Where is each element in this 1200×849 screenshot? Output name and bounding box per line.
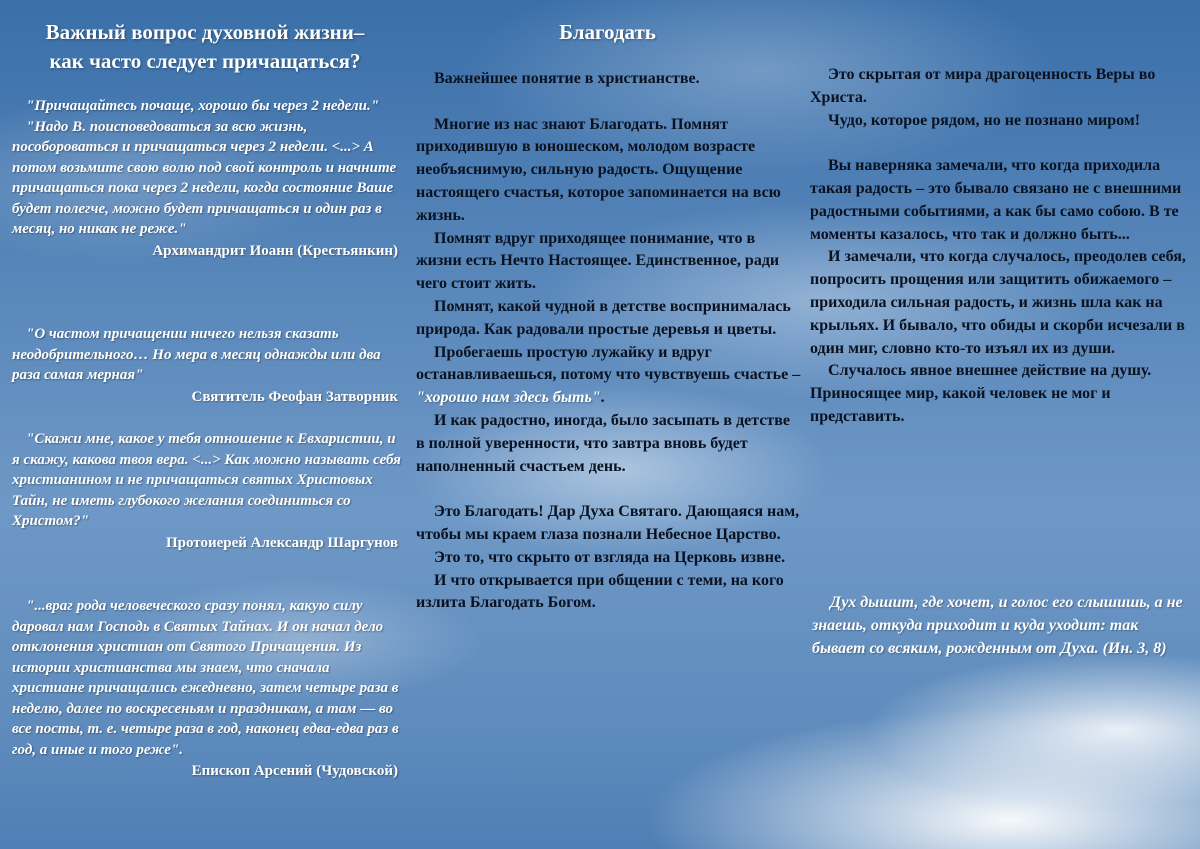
quote-text: "Причащайтесь почаще, хорошо бы через 2 недели." <box>26 98 380 114</box>
quote-krestyankin <box>12 96 404 261</box>
middle-body <box>416 68 801 615</box>
quote-text: "Скажи мне, какое у тебя отношение к Евхаристии, и я скажу, какова твоя вера. <...> Как можно называть себя христианином и не причащаться святых Христовых Тайн, не иметь глубокого желания соединиться со Христом?" <box>12 431 401 529</box>
middle-paragraph <box>416 342 801 410</box>
middle-title: Благодать <box>559 20 656 44</box>
quote-text: "О частом причащении ничего нельзя сказать неодобрительного… Но мера в месяц однажды или два раза самая мерная" <box>12 326 381 383</box>
right-paragraph: Вы наверняка замечали, что когда приходила такая радость – это бывало связано не с внешними радостными событиями, а как бы само собою. В те моменты казалось, что так и должно быть... <box>810 157 1182 243</box>
quote-arseniy <box>12 596 404 782</box>
middle-paragraph: Помнят вдруг приходящее понимание, что в жизни есть Нечто Настоящее. Единственное, ради чего стоит жить. <box>416 229 780 293</box>
middle-paragraph-text: Пробегаешь простую лужайку и вдруг останавливаешься, потому что чувствуешь счастье – <box>416 343 801 384</box>
quote-author: Епископ Арсений (Чудовской) <box>191 763 398 779</box>
right-body <box>810 64 1195 429</box>
middle-paragraph: И что открывается при общении с теми, на кого излита Благодать Богом. <box>416 571 784 612</box>
middle-paragraph: Многие из нас знают Благодать. Помнят приходившую в юношеском, молодом возрасте необъяснимую, сильную радость. Ощущение настоящего счастья, которое запоминается на всю жизнь. <box>416 115 781 224</box>
quote-text: "...враг рода человеческого сразу понял, какую силу даровал нам Господь в Святых Тайнах. И он начал дело отклонения христиан от Святого Причащения. Из истории христианства мы знаем, что сначала христиане причащались ежедневно, затем четыре раза в неделю, далее по воскресеньям и праздникам, а там — во все посты, т. е. четыре раза в год, наконец едва-едва раз в год, а иные и того реже". <box>12 598 399 758</box>
right-paragraph: Чудо, которое рядом, но не познано миром! <box>828 111 1141 129</box>
quote-feofan <box>12 324 404 407</box>
middle-paragraph: Это то, что скрыто от взгляда на Церковь извне. <box>434 548 786 566</box>
middle-paragraph-text: . <box>600 389 605 407</box>
quote-text: "Надо В. поисповедоваться за всю жизнь, пособороваться и причащаться через 2 недели. <...> А потом возьмите свою волю под свой контроль и начните причащаться пока через 2 недели, когда состояние Ваше будет полегче, можно будет причащаться и один раз в месяц, но никак не реже." <box>12 118 397 237</box>
middle-paragraph: Важнейшее понятие в христианстве. <box>434 70 700 87</box>
left-title-line2: как часто следует причащаться? <box>49 49 361 73</box>
middle-paragraph: И как радостно, иногда, было засыпать в детстве в полной уверенности, что завтра вновь будет наполненный счастьем день. <box>416 411 791 475</box>
quote-shargunov <box>12 429 404 553</box>
quote-author: Архимандрит Иоанн (Крестьянкин) <box>152 242 398 259</box>
right-paragraph: Это скрытая от мира драгоценность Веры во Христа. <box>810 66 1156 106</box>
left-title-line1: Важный вопрос духовной жизни– <box>45 20 365 44</box>
middle-quote-inline: "хорошо нам здесь быть" <box>416 389 601 407</box>
right-paragraph: Случалось явное внешнее действие на душу. Приносящее мир, какой человек не мог и представить. <box>810 362 1152 425</box>
right-paragraph: И замечали, что когда случалось, преодолев себя, попросить прощения или защитить обижаемого – приходила сильная радость, и жизнь шла как на крыльях. И бывало, что обиды и скорби исчезали в один миг, словно кто-то изъял их из души. <box>810 248 1186 357</box>
left-title <box>0 18 410 76</box>
quote-author: Святитель Феофан Затворник <box>191 388 398 405</box>
middle-paragraph: Это Благодать! Дар Духа Святаго. Дающаяся нам, чтобы мы краем глаза познали Небесное Царство. <box>416 503 800 543</box>
scripture-verse: Дух дышит, где хочет, и голос его слышишь, а не знаешь, откуда приходит и куда уходит: так бывает со всяким, рожденным от Духа. (Ин. 3, 8) <box>812 594 1183 657</box>
quote-author: Протоиерей Александр Шаргунов <box>165 534 398 551</box>
middle-paragraph: Помнят, какой чудной в детстве воспринималась природа. Как радовали простые деревья и цветы. <box>416 297 791 338</box>
